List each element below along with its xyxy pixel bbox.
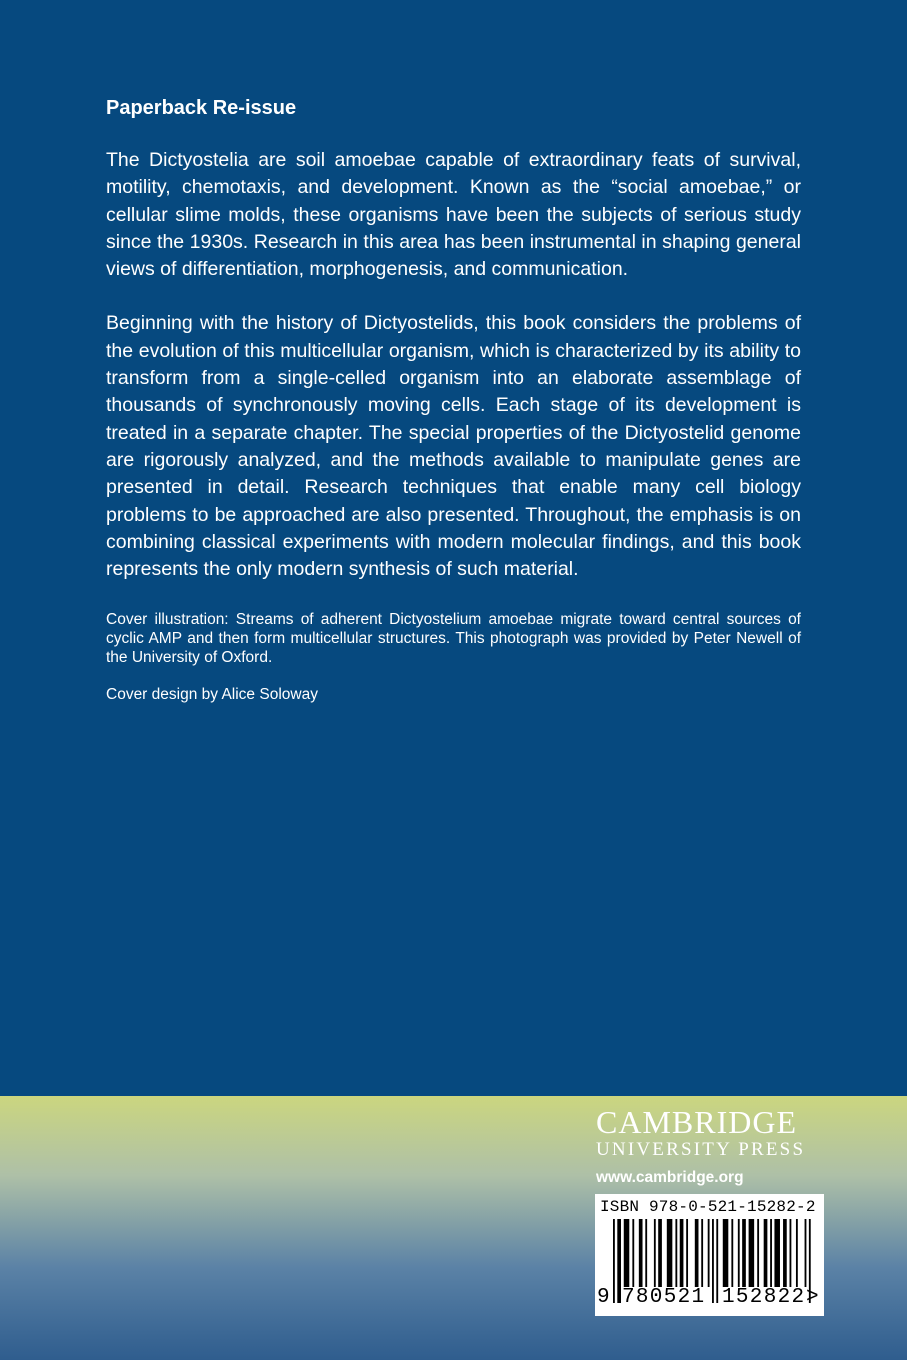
barcode-bar <box>708 1219 710 1287</box>
barcode-bar <box>624 1219 630 1287</box>
blurb-text <box>106 95 801 722</box>
barcode-digits-right: 152822 <box>722 1286 806 1309</box>
barcode-bar <box>712 1219 714 1303</box>
barcode-bar <box>723 1219 729 1287</box>
barcode-bar <box>738 1219 740 1287</box>
barcode-bar <box>790 1219 792 1287</box>
barcode-bar <box>805 1219 807 1287</box>
barcode-bar <box>770 1219 772 1287</box>
cover-illustration-credit: Cover illustration: Streams of adherent Dictyostelium amoebae migrate toward central sources of cyclic AMP and then form multicellular structures. This photograph was provided by Peter Newell of the University of Oxford. <box>106 611 801 667</box>
isbn-label: ISBN 978-0-521-15282-2 <box>600 1198 816 1216</box>
barcode-bar <box>796 1219 798 1287</box>
description-paragraph-2: Beginning with the history of Dictyostelids, this book considers the problems of the evolution of this multicellular organism, which is characterized by its ability to transform from a single-celled organism into an elaborate assemblage of thousands of synchronously moving cells. Each stage of its development is treated in a separate chapter. The special properties of the Dictyostelid genome are rigorously analyzed, and the methods available to manipulate genes are presented in detail. Research techniques that enable many cell biology problems to be approached are also presented. Throughout, the emphasis is on combining classical experiments with modern molecular findings, and this book represents the only modern synthesis of such material. <box>106 312 801 581</box>
reissue-heading: Paperback Re-issue <box>106 97 297 119</box>
barcode-bar <box>632 1219 634 1287</box>
barcode-bar <box>654 1219 656 1287</box>
barcode-bar <box>774 1219 780 1287</box>
barcode-bar <box>757 1219 759 1287</box>
barcode-arrow: > <box>806 1286 819 1309</box>
barcode-bar <box>764 1219 768 1287</box>
publisher-url: www.cambridge.org <box>596 1169 744 1186</box>
barcode-bar <box>658 1219 662 1287</box>
publisher-subtitle: UNIVERSITY PRESS <box>596 1139 806 1160</box>
barcode-bar <box>716 1219 718 1303</box>
barcode-bar <box>675 1219 677 1287</box>
publisher-name: CAMBRIDGE <box>596 1104 798 1140</box>
description-paragraph-1: The Dictyostelia are soil amoebae capable of extraordinary feats of survival, motility, chemotaxis, and development. Known as the “social amoebae,” or cellular slime molds, these organisms have been the subjects of serious study since the 1930s. Research in this area has been instrumental in shaping general views of differentiation, morphogenesis, and communication. <box>106 149 801 281</box>
barcode-bar <box>749 1219 755 1287</box>
barcode-bar <box>695 1219 699 1287</box>
barcode-bar <box>680 1219 684 1287</box>
barcode-bar <box>701 1219 703 1287</box>
barcode-bar <box>667 1219 673 1287</box>
barcode-bar <box>783 1219 787 1287</box>
barcode-bar <box>639 1219 643 1287</box>
barcode-bar <box>617 1219 621 1303</box>
barcode-digits-left: 780521 <box>622 1286 706 1309</box>
barcode-bar <box>742 1219 746 1287</box>
barcode-digit-first: 9 <box>597 1286 610 1309</box>
barcode-bar <box>686 1219 688 1287</box>
barcode-bar <box>645 1219 647 1287</box>
publisher-logo <box>596 1106 836 1188</box>
isbn-barcode <box>595 1194 824 1316</box>
barcode-bar <box>731 1219 733 1287</box>
cover-design-credit: Cover design by Alice Soloway <box>106 686 318 704</box>
barcode-bar <box>613 1219 615 1303</box>
